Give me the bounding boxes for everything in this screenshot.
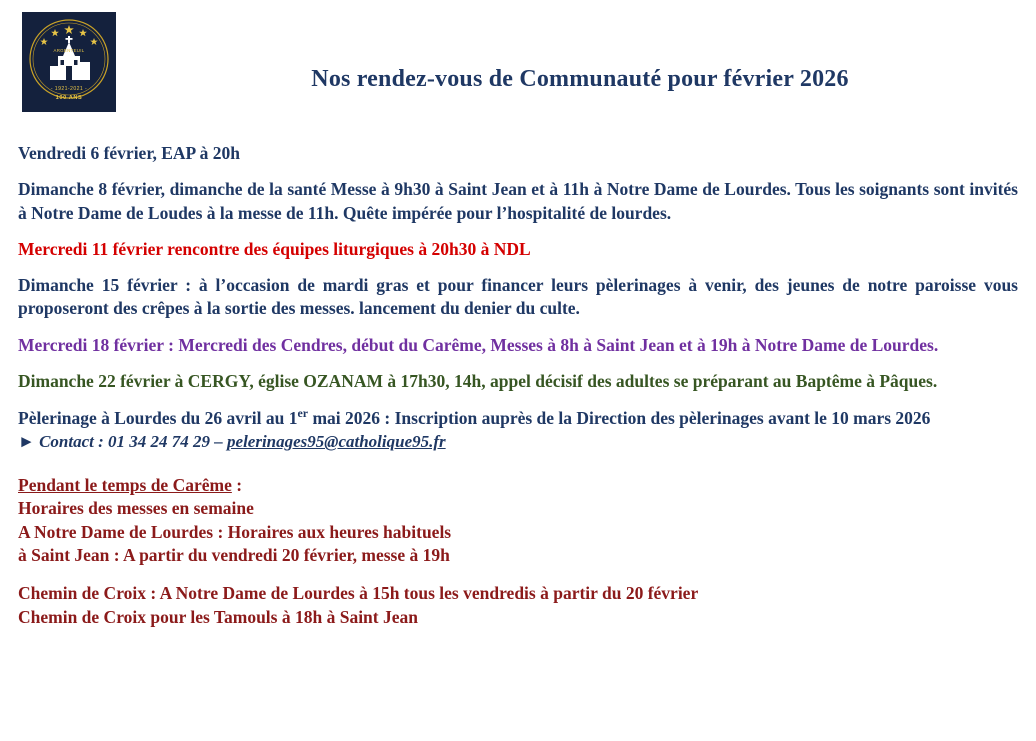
- entry-dimanche-15: Dimanche 15 février : à l’occasion de mardi gras et pour financer leurs pèlerinages à venir, des jeunes de notre paroisse vous proposeront des crêpes à la sortie des messes. lancement du denier du culte.: [18, 275, 1018, 319]
- page-title: Nos rendez-vous de Communauté pour février 2026: [311, 66, 849, 92]
- way-of-cross-line-2: Chemin de Croix pour les Tamouls à 18h à Saint Jean: [18, 606, 418, 627]
- pilgrimage-contact-line: [18, 432, 1018, 452]
- lent-line-1: Horaires des messes en semaine: [18, 498, 254, 519]
- lent-heading-suffix: :: [231, 475, 243, 496]
- svg-text:100 ANS: 100 ANS: [55, 95, 83, 101]
- section-spacer: [18, 452, 1018, 474]
- contact-email-link[interactable]: pelerinages95@catholique95.fr: [227, 432, 446, 452]
- entry-mercredi-18: Mercredi 18 février : Mercredi des Cendres, début du Carême, Messes à 8h à Saint Jean et à 19h à Notre Dame de Lourdes.: [18, 334, 939, 355]
- document-body: [18, 142, 1018, 629]
- parish-logo: [22, 12, 116, 112]
- lent-line-3: à Saint Jean : A partir du vendredi 20 février, messe à 19h: [18, 545, 450, 566]
- contact-phone-label: Contact : 01 34 24 74 29 –: [34, 432, 228, 452]
- svg-text:ARGENTEUIL: ARGENTEUIL: [53, 48, 85, 53]
- entry-dimanche-8: Dimanche 8 février, dimanche de la santé Messe à 9h30 à Saint Jean et à 11h à Notre Dame de Lourdes. Tous les soignants sont invités à Notre Dame de Loudes à la messe de 11h. Quête impérée pour l’hospitalité de lourdes.: [18, 179, 1018, 223]
- lent-heading-text: Pendant le temps de Carême: [18, 475, 232, 496]
- way-of-cross-line-1: Chemin de Croix : A Notre Dame de Lourdes à 15h tous les vendredis à partir du 20 février: [18, 583, 699, 604]
- entry-dimanche-22: Dimanche 22 février à CERGY, église OZANAM à 17h30, 14h, appel décisif des adultes se préparant au Baptême à Pâques.: [18, 370, 938, 391]
- lent-line-2: A Notre Dame de Lourdes : Horaires aux heures habituels: [18, 521, 452, 542]
- svg-text:- 1921-2021 -: - 1921-2021 -: [50, 86, 88, 92]
- lent-heading: [18, 474, 1018, 497]
- section-spacer-2: [18, 567, 1018, 582]
- pilgrimage-text-before: Pèlerinage à Lourdes du 26 avril au 1: [18, 407, 298, 428]
- entry-mercredi-11: Mercredi 11 février rencontre des équipes liturgiques à 20h30 à NDL: [18, 238, 531, 259]
- pilgrimage-text-after: mai 2026 : Inscription auprès de la Direction des pèlerinages avant le 10 mars 2026: [308, 407, 931, 428]
- pilgrimage-paragraph: [18, 406, 1018, 430]
- entry-vendredi-6: Vendredi 6 février, EAP à 20h: [18, 143, 240, 163]
- bullet-arrow-icon: ►: [18, 432, 35, 452]
- pilgrimage-ordinal-suffix: er: [297, 406, 309, 421]
